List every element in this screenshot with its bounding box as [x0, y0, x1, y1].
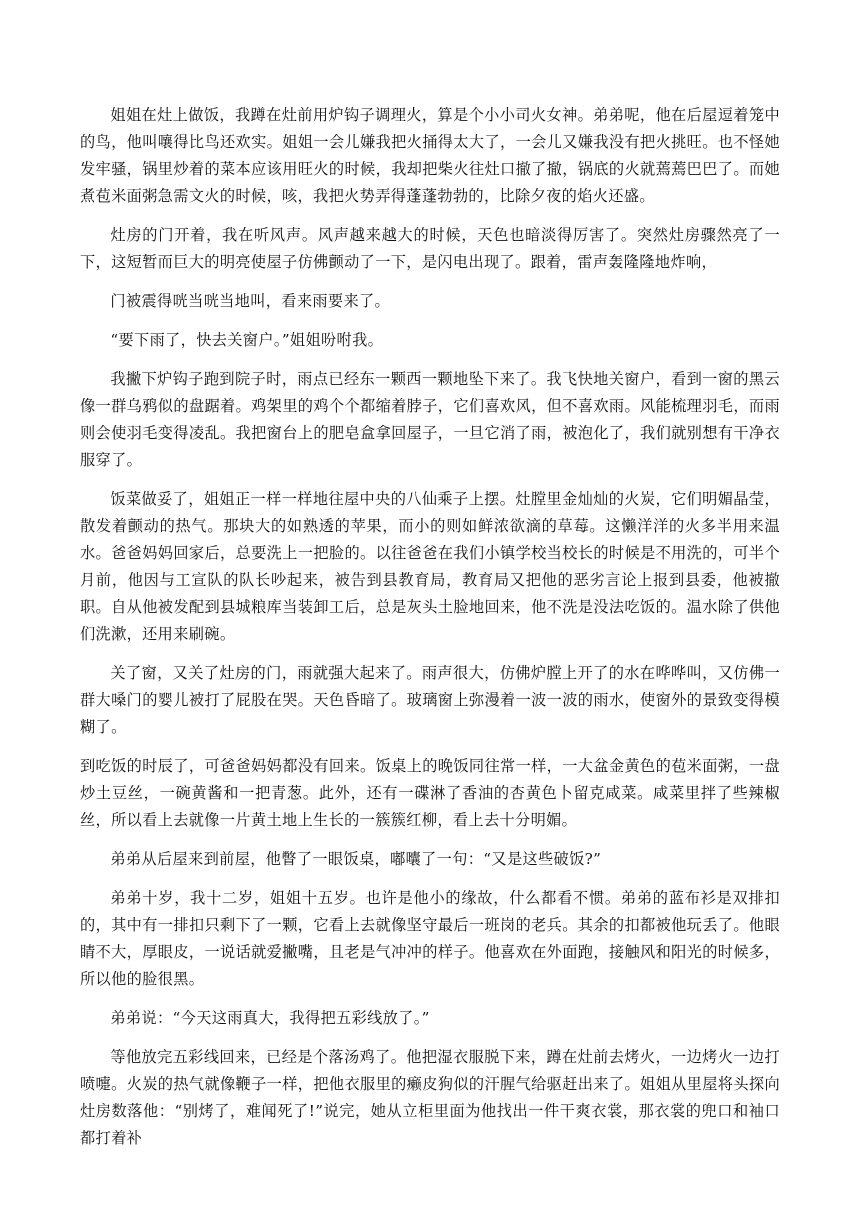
- paragraph-heavy-rain: 关了窗，又关了灶房的门，雨就强大起来了。雨声很大，仿佛炉膛上开了的水在哗哗叫，又仿佛一群大嗓门的婴儿被打了屁股在哭。天色昏暗了。玻璃窗上弥漫着一波一波的雨水，使窗外的景致变得模糊了。: [80, 664, 780, 736]
- paragraph-drenched: 等他放完五彩线回来，已经是个落汤鸡了。他把湿衣服脱下来，蹲在灶前去烤火，一边烤火一边打喷嚏。火炭的热气就像鞭子一样，把他衣服里的癞皮狗似的汗腥气给驱赶出来了。姐姐从里屋将头探向灶房数落他：“别烤了，难闻死了!”说完，她从立柜里面为他找出一件干爽衣裳，那衣裳的兜口和袖口都打着补: [80, 1048, 780, 1147]
- document-body: [80, 102, 780, 1164]
- paragraph-door-rattle: 门被震得咣当咣当地叫，看来雨要来了。: [110, 292, 391, 310]
- paragraph-cooking: 姐姐在灶上做饭，我蹲在灶前用炉钩子调理火，算是个小小司火女神。弟弟呢，他在后屋逗着笼中的鸟，他叫嚷得比鸟还欢实。姐姐一会儿嫌我把火捅得太大了，一会儿又嫌我没有把火挑旺。也不怪她发牢骚，锅里炒着的菜本应该用旺火的时候，我却把柴火往灶口撤了撤，锅底的火就蔫蔫巴巴了。而她煮苞米面粥急需文火的时候，咳，我把火势弄得蓬蓬勃勃的，比除夕夜的焰火还盛。: [80, 106, 780, 205]
- paragraph-brother-says: 弟弟说：“今天这雨真大，我得把五彩线放了。”: [110, 1009, 430, 1027]
- paragraph-close-window-order: “要下雨了，快去关窗户。”姐姐吩咐我。: [110, 331, 384, 349]
- paragraph-brother-complains: 弟弟从后屋来到前屋，他瞥了一眼饭桌，嘟囔了一句：“又是这些破饭?”: [110, 850, 602, 868]
- paragraph-dinner-ready: 饭菜做妥了，姐姐正一样一样地往屋中央的八仙乘子上摆。灶膛里金灿灿的火炭，它们明媚晶莹，散发着颤动的热气。那块大的如熟透的苹果，而小的则如鲜浓欲滴的草莓。这懒洋洋的火多半用来温水。爸爸妈妈回家后，总要洗上一把脸的。以往爸爸在我们小镇学校当校长的时候是不用洗的，可半个月前，他因与工宣队的队长吵起来，被告到县教育局，教育局又把他的恶劣言论上报到县委，他被撤职。自从他被发配到县城粮库当装卸工后，总是灰头土脸地回来，他不洗是没法吃饭的。温水除了供他们洗漱，还用来刷碗。: [80, 490, 780, 643]
- paragraph-siblings-ages: 弟弟十岁，我十二岁，姐姐十五岁。也许是他小的缘故，什么都看不惯。弟弟的蓝布衫是双排扣的，其中有一排扣只剩下了一颗，它看上去就像坚守最后一班岗的老兵。其余的扣都被他玩丢了。他眼睛不大，厚眼皮，一说话就爱撇嘴，且老是气冲冲的样子。他喜欢在外面跑，接触风和阳光的时候多，所以他的脸很黑。: [80, 889, 780, 988]
- paragraph-thunder: 灶房的门开着，我在听风声。风声越来越大的时候，天色也暗淡得厉害了。突然灶房骤然亮了一下，这短暂而巨大的明亮使屋子仿佛颤动了一下，是闪电出现了。跟着，雷声轰隆隆地炸响，: [80, 226, 780, 271]
- paragraph-raindrops: 我撇下炉钩子跑到院子时，雨点已经东一颗西一颗地坠下来了。我飞快地关窗户，看到一窗的黑云像一群乌鸦似的盘踞着。鸡架里的鸡个个都缩着脖子，它们喜欢风，但不喜欢雨。风能梳理羽毛，而雨则会使羽毛变得凌乱。我把窗台上的肥皂盒拿回屋子，一旦它消了雨，被泡化了，我们就别想有干净衣服穿了。: [80, 370, 780, 469]
- paragraph-dinner-table: 到吃饭的时辰了，可爸爸妈妈都没有回来。饭桌上的晚饭同往常一样，一大盆金黄色的苞米面粥，一盘炒土豆丝，一碗黄酱和一把青葱。此外，还有一碟淋了香油的杏黄色卜留克咸菜。咸菜里拌了些辣椒丝，所以看上去就像一片黄土地上生长的一簇簇红柳，看上去十分明媚。: [80, 757, 780, 829]
